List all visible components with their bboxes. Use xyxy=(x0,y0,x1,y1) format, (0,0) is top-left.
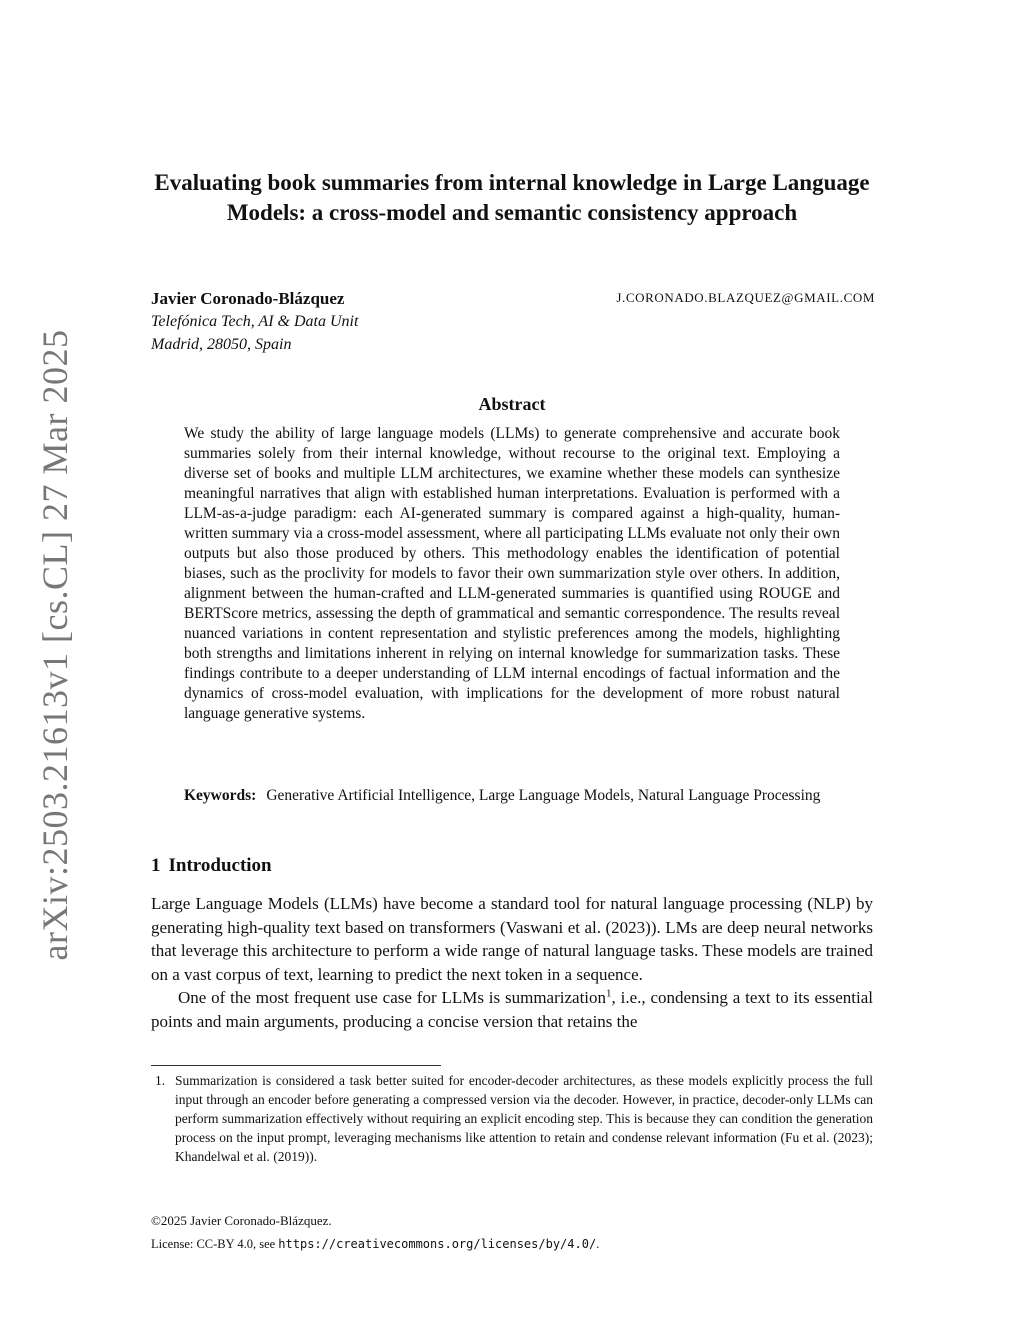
keywords-text: Generative Artificial Intelligence, Large Language Models, Natural Language Processing xyxy=(266,787,821,804)
section-heading-introduction xyxy=(151,855,272,877)
keywords xyxy=(184,786,840,806)
introduction-body xyxy=(151,892,873,1033)
footnote-marker[interactable]: 1 xyxy=(606,987,612,1000)
author-affiliation: Telefónica Tech, AI & Data Unit xyxy=(151,313,359,330)
abstract-heading: Abstract xyxy=(478,394,546,414)
abstract-text: We study the ability of large language models (LLMs) to generate comprehensive and accurate book summaries solely from their internal knowledge, without recourse to the original text. Employing a diverse set of books and multiple LLM architectures, we examine whether these models can synthesize meaningful narratives that align with established human interpretations. Evaluation is performed with a LLM-as-a-judge paradigm: each AI-generated summary is compared against a high-quality, human-written summary via a cross-model assessment, where all participating LLMs evaluate not only their own outputs but also those produced by others. This methodology enables the identification of potential biases, such as the proclivity for models to favor their own summarization style over others. In addition, alignment between the human-crafted and LLM-generated summaries is quantified using ROUGE and BERTScore metrics, assessing the depth of grammatical and semantic correspondence. The results reveal nuanced variations in content representation and stylistic preferences among the models, highlighting both strengths and limitations inherent in relying on internal knowledge for summarization tasks. These findings contribute to a deeper understanding of LLM internal encodings of factual information and the dynamics of cross-model evaluation, with implications for the development of more robust natural language generative systems. xyxy=(184,425,840,722)
footnote xyxy=(151,1071,873,1166)
section-number: 1 xyxy=(151,855,161,876)
section-title: Introduction xyxy=(168,855,272,876)
license-suffix: . xyxy=(596,1237,600,1251)
author-email[interactable]: J.CORONADO.BLAZQUEZ@GMAIL.COM xyxy=(616,290,875,305)
body-paragraph-2 xyxy=(151,986,873,1033)
footnote-divider xyxy=(151,1065,441,1066)
body-paragraph-1: Large Language Models (LLMs) have become a standard tool for natural language processing (NLP) by generating high-quality text based on transformers (Vaswani et al. (2023)). LMs are deep neural networks that leverage this architecture to perform a wide range of natural language tasks. These models are trained on a vast corpus of text, learning to predict the next token in a sequence. xyxy=(151,894,873,984)
copyright-notice: ©2025 Javier Coronado-Blázquez. xyxy=(151,1213,332,1228)
arxiv-identifier-stamp[interactable]: arXiv:2503.21613v1 [cs.CL] 27 Mar 2025 xyxy=(35,329,75,961)
license-notice xyxy=(151,1237,599,1252)
author-block xyxy=(151,288,875,356)
author-location: Madrid, 28050, Spain xyxy=(151,336,292,353)
footnote-text: Summarization is considered a task better suited for encoder-decoder architectures, as these models explicitly process the full input through an encoder before generating a compressed version via the decoder. However, in practice, decoder-only LLMs can perform summarization effectively without requiring an explicit encoding step. This is because they can condition the generation process on the input prompt, leveraging mechanisms like attention to retain and condense relevant information (Fu et al. (2023); Khandelwal et al. (2019)). xyxy=(175,1073,873,1164)
paper-title: Evaluating book summaries from internal knowledge in Large Language Models: a cross-model and semantic consistency approach xyxy=(154,170,870,225)
license-prefix: License: CC-BY 4.0, see xyxy=(151,1237,279,1251)
author-name: Javier Coronado-Blázquez xyxy=(151,289,345,308)
license-link[interactable]: https://creativecommons.org/licenses/by/4.0/ xyxy=(278,1237,597,1251)
body-paragraph-2-end: , i.e., condensing a text to its essential points and main arguments, producing a concise version that retains the xyxy=(151,988,873,1031)
footnote-number: 1. xyxy=(155,1073,166,1088)
body-paragraph-2-start: One of the most frequent use case for LLMs is summarization xyxy=(178,988,607,1007)
keywords-label: Keywords: xyxy=(184,787,257,804)
